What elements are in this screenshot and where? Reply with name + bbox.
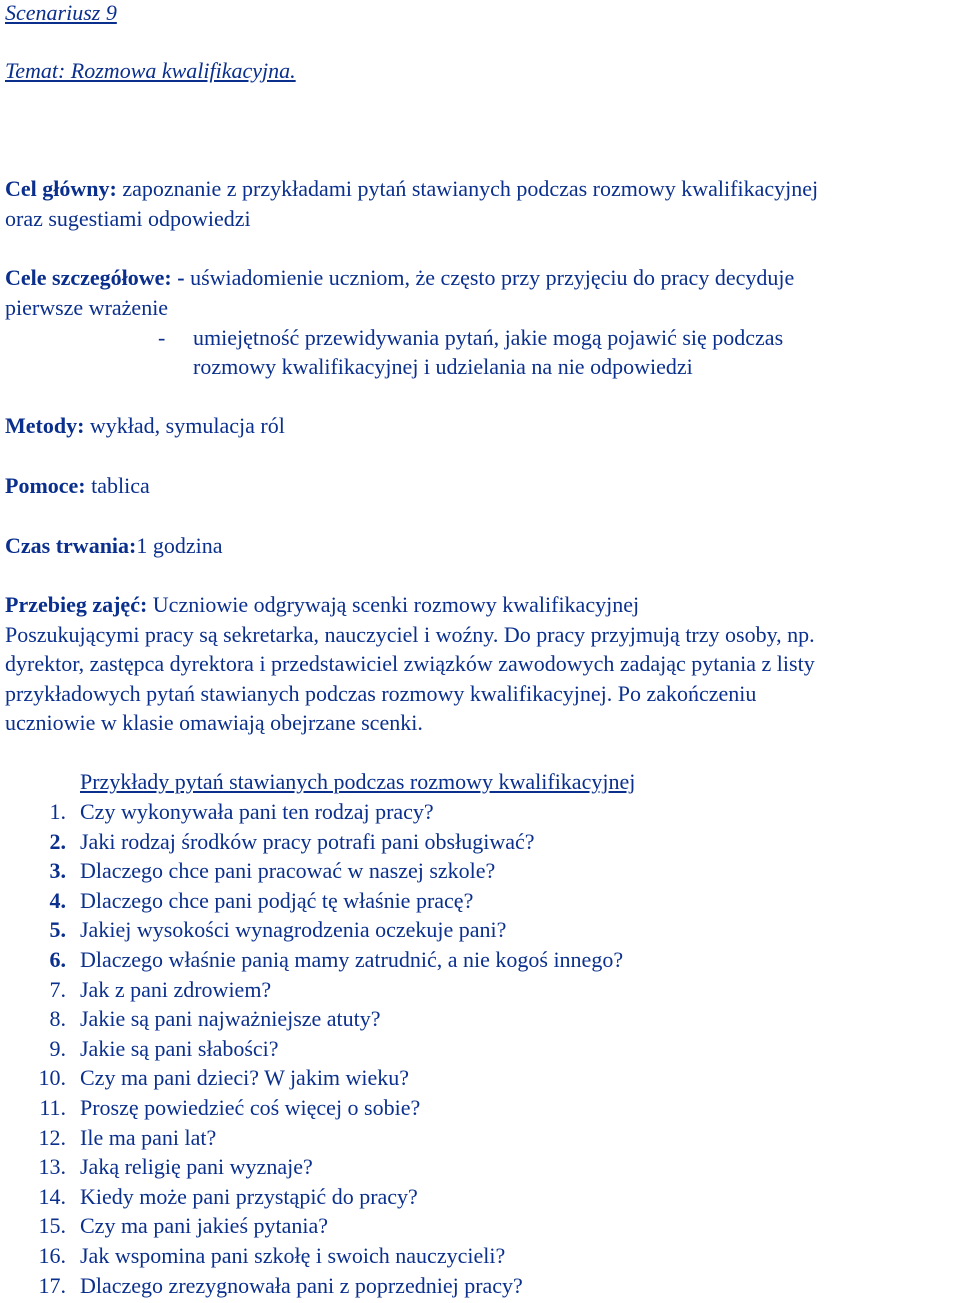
question-text: Jakiej wysokości wynagrodzenia oczekuje pani? xyxy=(80,917,507,942)
question-number: 10. xyxy=(38,1065,66,1090)
question-number: 13. xyxy=(38,1154,66,1179)
question-text: Jaki rodzaj środków pracy potrafi pani obsługiwać? xyxy=(80,829,535,854)
question-text: Ile ma pani lat? xyxy=(80,1125,217,1150)
methods-text: wykład, symulacja ról xyxy=(84,413,285,438)
scenario-title: Scenariusz 9 xyxy=(5,0,117,25)
duration-label: Czas trwania: xyxy=(5,533,137,558)
question-item xyxy=(0,888,960,914)
goal-label: Cel główny: xyxy=(5,176,117,201)
question-item xyxy=(0,829,960,855)
methods-line xyxy=(5,413,285,439)
question-number: 16. xyxy=(38,1243,66,1268)
course-text-4: przykładowych pytań stawianych podczas rozmowy kwalifikacyjnej. Po zakończeniu xyxy=(5,681,757,706)
question-item xyxy=(0,947,960,973)
question-text: Proszę powiedzieć coś więcej o sobie? xyxy=(80,1095,421,1120)
question-text: Jaką religię pani wyznaje? xyxy=(80,1154,313,1179)
question-number: 8. xyxy=(49,1006,66,1031)
duration-text: 1 godzina xyxy=(136,533,223,558)
question-number: 11. xyxy=(39,1095,66,1120)
question-text: Dlaczego chce pani podjąć tę właśnie pracę? xyxy=(80,888,474,913)
question-item xyxy=(0,1273,960,1299)
question-item xyxy=(0,1125,960,1151)
question-number: 15. xyxy=(38,1213,66,1238)
question-number: 3. xyxy=(49,858,66,883)
question-text: Jak z pani zdrowiem? xyxy=(80,977,272,1002)
question-text: Jakie są pani najważniejsze atuty? xyxy=(80,1006,381,1031)
goal-text-2: oraz sugestiami odpowiedzi xyxy=(5,206,251,231)
question-item xyxy=(0,917,960,943)
objectives-line-1 xyxy=(5,265,794,291)
question-number: 17. xyxy=(38,1273,66,1298)
question-item xyxy=(0,1095,960,1121)
objectives-text-1: uświadomienie uczniom, że często przy przyjęciu do pracy decyduje xyxy=(184,265,795,290)
goal-text-1: zapoznanie z przykładami pytań stawianych podczas rozmowy kwalifikacyjnej xyxy=(116,176,819,201)
aids-text: tablica xyxy=(85,473,150,498)
question-number: 7. xyxy=(49,977,66,1002)
question-text: Dlaczego zrezygnowała pani z poprzedniej pracy? xyxy=(80,1273,523,1298)
question-item xyxy=(0,858,960,884)
question-item xyxy=(0,1154,960,1180)
course-text-2: Poszukującymi pracy są sekretarka, nauczyciel i woźny. Do pracy przyjmują trzy osoby, np. xyxy=(5,622,815,647)
question-number: 2. xyxy=(49,829,66,854)
question-text: Dlaczego właśnie panią mamy zatrudnić, a nie kogoś innego? xyxy=(80,947,624,972)
objectives-label: Cele szczegółowe: - xyxy=(5,265,185,290)
objectives-text-3: umiejętność przewidywania pytań, jakie mogą pojawić się podczas xyxy=(193,325,784,350)
question-item xyxy=(0,1065,960,1091)
question-number: 9. xyxy=(49,1036,66,1061)
question-item xyxy=(0,1243,960,1269)
course-text-5: uczniowie w klasie omawiają obejrzane scenki. xyxy=(5,710,423,735)
goal-line-1 xyxy=(5,176,818,202)
question-text: Jakie są pani słabości? xyxy=(80,1036,279,1061)
methods-label: Metody: xyxy=(5,413,85,438)
question-item xyxy=(0,1036,960,1062)
question-number: 12. xyxy=(38,1125,66,1150)
course-line-1 xyxy=(5,592,639,618)
topic-title: Temat: Rozmowa kwalifikacyjna. xyxy=(5,58,296,83)
questions-title: Przykłady pytań stawianych podczas rozmowy kwalifikacyjnej xyxy=(80,769,636,794)
question-item xyxy=(0,977,960,1003)
question-text: Czy ma pani jakieś pytania? xyxy=(80,1213,329,1238)
question-text: Kiedy może pani przystąpić do pracy? xyxy=(80,1184,418,1209)
question-text: Czy ma pani dzieci? W jakim wieku? xyxy=(80,1065,410,1090)
course-text-1: Uczniowie odgrywają scenki rozmowy kwalifikacyjnej xyxy=(147,592,640,617)
question-number: 5. xyxy=(49,917,66,942)
question-number: 1. xyxy=(49,799,66,824)
question-number: 14. xyxy=(38,1184,66,1209)
objectives-text-4: rozmowy kwalifikacyjnej i udzielania na nie odpowiedzi xyxy=(193,354,693,379)
duration-line xyxy=(5,533,223,559)
question-text: Jak wspomina pani szkołę i swoich nauczycieli? xyxy=(80,1243,506,1268)
aids-label: Pomoce: xyxy=(5,473,86,498)
aids-line xyxy=(5,473,150,499)
objectives-text-2: pierwsze wrażenie xyxy=(5,295,169,320)
course-label: Przebieg zajęć: xyxy=(5,592,148,617)
question-number: 6. xyxy=(49,947,66,972)
course-text-3: dyrektor, zastępca dyrektora i przedstawiciel związków zawodowych zadając pytania z listy xyxy=(5,651,815,676)
question-text: Dlaczego chce pani pracować w naszej szkole? xyxy=(80,858,496,883)
objectives-dash: - xyxy=(158,325,166,350)
question-text: Czy wykonywała pani ten rodzaj pracy? xyxy=(80,799,434,824)
question-item xyxy=(0,1006,960,1032)
question-number: 4. xyxy=(49,888,66,913)
question-item xyxy=(0,799,960,825)
question-item xyxy=(0,1184,960,1210)
question-item xyxy=(0,1213,960,1239)
